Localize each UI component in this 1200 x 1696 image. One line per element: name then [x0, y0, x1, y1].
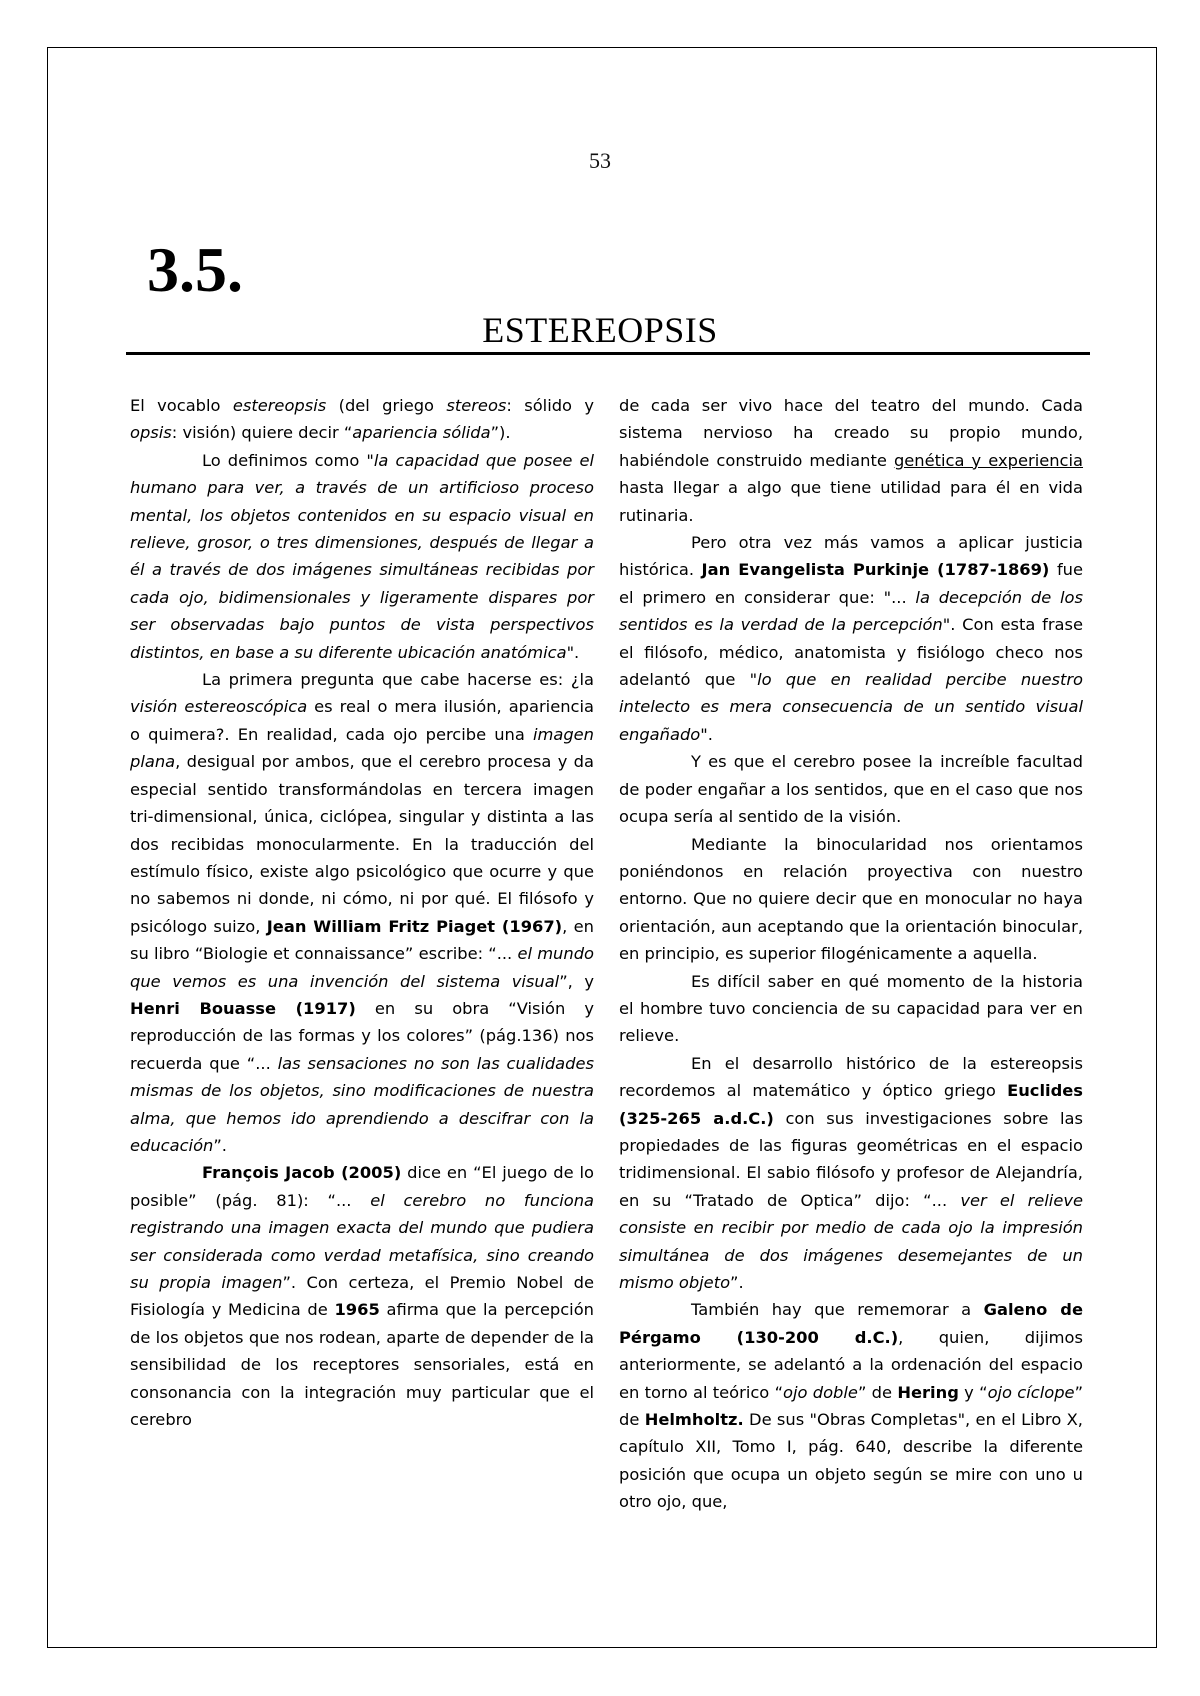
text-run: Jan Evangelista Purkinje (1787-1869) [701, 560, 1050, 580]
text-run: ” de [619, 1382, 1084, 1430]
text-run: ”. [213, 1135, 227, 1155]
text-run: afirma que la percepción de los objetos que nos rodean, aparte de depender de la sensibilidad de los receptores sensoriales, está en consonancia con la integración muy particular que el cerebro [130, 1300, 594, 1430]
paragraph [619, 831, 1083, 968]
text-run: Euclides (325-265 a.d.C.) [619, 1081, 1083, 1128]
paragraph [619, 748, 1083, 830]
text-run: es real o mera ilusión, apariencia o quimera?. En realidad, cada ojo percibe una [130, 697, 594, 744]
text-run: stereos [446, 396, 507, 415]
paragraph [130, 447, 594, 666]
text-run: el mundo que vemos es una invención del sistema visual [130, 944, 594, 991]
right-column [619, 392, 1083, 1516]
text-run: ". [700, 724, 713, 744]
text-run: ”. [730, 1273, 744, 1292]
text-run: , desigual por ambos, que el cerebro procesa y da especial sentido transformándolas en tercera imagen tri-dimensional, única, ciclópea, singular y distinta a las dos recibidas monocularmente. En la traducción del estímulo físico, existe algo psicológico que ocurre y que no sabemos ni donde, ni cómo, ni por qué. El filósofo y psicólogo suizo, [130, 752, 594, 936]
text-run: lo que en realidad percibe nuestro intelecto es mera consecuencia de un sentido visual engañado [619, 670, 1083, 744]
text-run: dice en “El juego de lo posible” (pág. 81): “... [130, 1163, 594, 1210]
text-run: Galeno de Pérgamo (130-200 d.C.) [619, 1300, 1083, 1347]
text-run: La primera pregunta que cabe hacerse es: ¿la [202, 670, 594, 690]
section-title: ESTEREOPSIS [482, 310, 718, 350]
text-run: y “ [958, 1382, 988, 1402]
text-run: visión estereoscópica [130, 697, 308, 717]
paragraph [619, 1050, 1083, 1297]
text-run: opsis [130, 423, 172, 443]
text-run: apariencia sólida [352, 423, 491, 443]
text-run: ". [566, 642, 580, 662]
text-run: ”). [490, 423, 511, 443]
paragraph [619, 529, 1083, 748]
text-run: la decepción de los sentidos es la verdad de la percepción [619, 587, 1083, 635]
text-run: ”, y [559, 971, 594, 991]
text-run: , quien, dijimos anteriormente, se adelantó a la ordenación del espacio en torno al teórico “ [619, 1327, 1083, 1402]
text-run: (del griego [326, 396, 447, 415]
title-rule [126, 352, 1090, 355]
text-run: También hay que rememorar a [691, 1300, 984, 1320]
text-run: , en su libro “Biologie et connaissance” escribe: “... [130, 916, 594, 964]
text-run: de cada ser vivo hace del teatro del mundo. Cada sistema nervioso ha creado su propio mundo, habiéndole construido mediante [619, 396, 1083, 470]
text-run: ver el relieve consiste en recibir por medio de cada ojo la impresión simultánea de dos imágenes desemejantes de un mismo objeto [619, 1190, 1083, 1292]
text-run: : visión) quiere decir “ [171, 423, 353, 443]
text-run: En el desarrollo histórico de la estereopsis recordemos al matemático y óptico griego [619, 1053, 1083, 1101]
text-run: fue el primero en considerar que: "... [619, 560, 1084, 607]
paragraph [619, 392, 1083, 529]
text-run: Henri Bouasse (1917) [130, 998, 356, 1018]
text-run: : sólido y [506, 396, 594, 415]
text-run: Helmholtz. [644, 1410, 744, 1430]
text-run: El vocablo [130, 396, 233, 415]
text-run: De sus "Obras Completas", en el Libro X, capítulo XII, Tomo I, pág. 640, describe la diferente posición que ocupa un objeto según se mire con uno u otro ojo, que, [619, 1410, 1083, 1512]
text-run: 1965 [334, 1300, 380, 1320]
text-run: Es difícil saber en qué momento de la historia el hombre tuvo conciencia de su capacidad para ver en relieve. [619, 971, 1083, 1046]
text-run: François Jacob (2005) [202, 1163, 402, 1183]
text-run: Lo definimos como " [202, 450, 374, 470]
text-run: Mediante la binocularidad nos orientamos poniéndonos en relación proyectiva con nuestro entorno. Que no quiere decir que en monocular no haya orientación, aun aceptando que la orientación binocular, en principio, es superior filogénicamente a aquella. [619, 834, 1083, 964]
text-run: ojo cíclope [987, 1382, 1075, 1402]
left-column [130, 392, 594, 1433]
text-run: el cerebro no funciona registrando una imagen exacta del mundo que pudiera ser considerada como verdad metafísica, sino creando su propia imagen [130, 1190, 594, 1292]
page-number: 53 [589, 148, 611, 173]
text-run: Pero otra vez más vamos a aplicar justicia histórica. [619, 533, 1083, 580]
text-run: genética y experiencia [893, 450, 1084, 470]
section-number: 3.5. [147, 234, 243, 305]
text-run: con sus investigaciones sobre las propiedades de las figuras geométricas en el espacio tridimensional. El sabio filósofo y profesor de Alejandría, en su “Tratado de Optica” dijo: “... [619, 1108, 1083, 1210]
text-run: imagen plana [130, 724, 594, 772]
text-run: ". Con esta frase el filósofo, médico, anatomista y fisiólogo checo nos adelantó que " [619, 615, 1083, 690]
text-run: Y es que el cerebro posee la increíble facultad de poder engañar a los sentidos, que en el caso que nos ocupa sería al sentido de la visión. [619, 752, 1083, 827]
text-run: las sensaciones no son las cualidades mismas de los objetos, sino modificaciones de nuestra alma, que hemos ido aprendiendo a descifrar con la educación [130, 1053, 594, 1155]
text-run: estereopsis [232, 396, 327, 415]
text-run: Hering [897, 1382, 959, 1402]
text-run: en su obra “Visión y reproducción de las formas y los colores” (pág.136) nos recuerda que “... [130, 998, 595, 1073]
text-run: ojo doble [783, 1382, 858, 1402]
text-run: Jean William Fritz Piaget (1967) [266, 916, 563, 936]
paragraph [619, 1296, 1083, 1515]
paragraph [130, 392, 594, 447]
text-run: ”. Con certeza, el Premio Nobel de Fisiología y Medicina de [130, 1273, 594, 1320]
text-run: hasta llegar a algo que tiene utilidad para él en vida rutinaria. [619, 478, 1083, 525]
paragraph [619, 968, 1083, 1050]
text-run: ” de [857, 1382, 898, 1402]
paragraph [130, 666, 594, 1159]
text-run: la capacidad que posee el humano para ver, a través de un artificioso proceso mental, los objetos contenidos en su espacio visual en relieve, grosor, o tres dimensiones, después de llegar a él a través de dos imágenes simultáneas recibidas por cada ojo, bidimensionales y ligeramente dispares por ser observadas bajo puntos de vista perspectivos distintos, en base a su diferente ubicación anatómica [130, 450, 594, 662]
paragraph [130, 1159, 594, 1433]
